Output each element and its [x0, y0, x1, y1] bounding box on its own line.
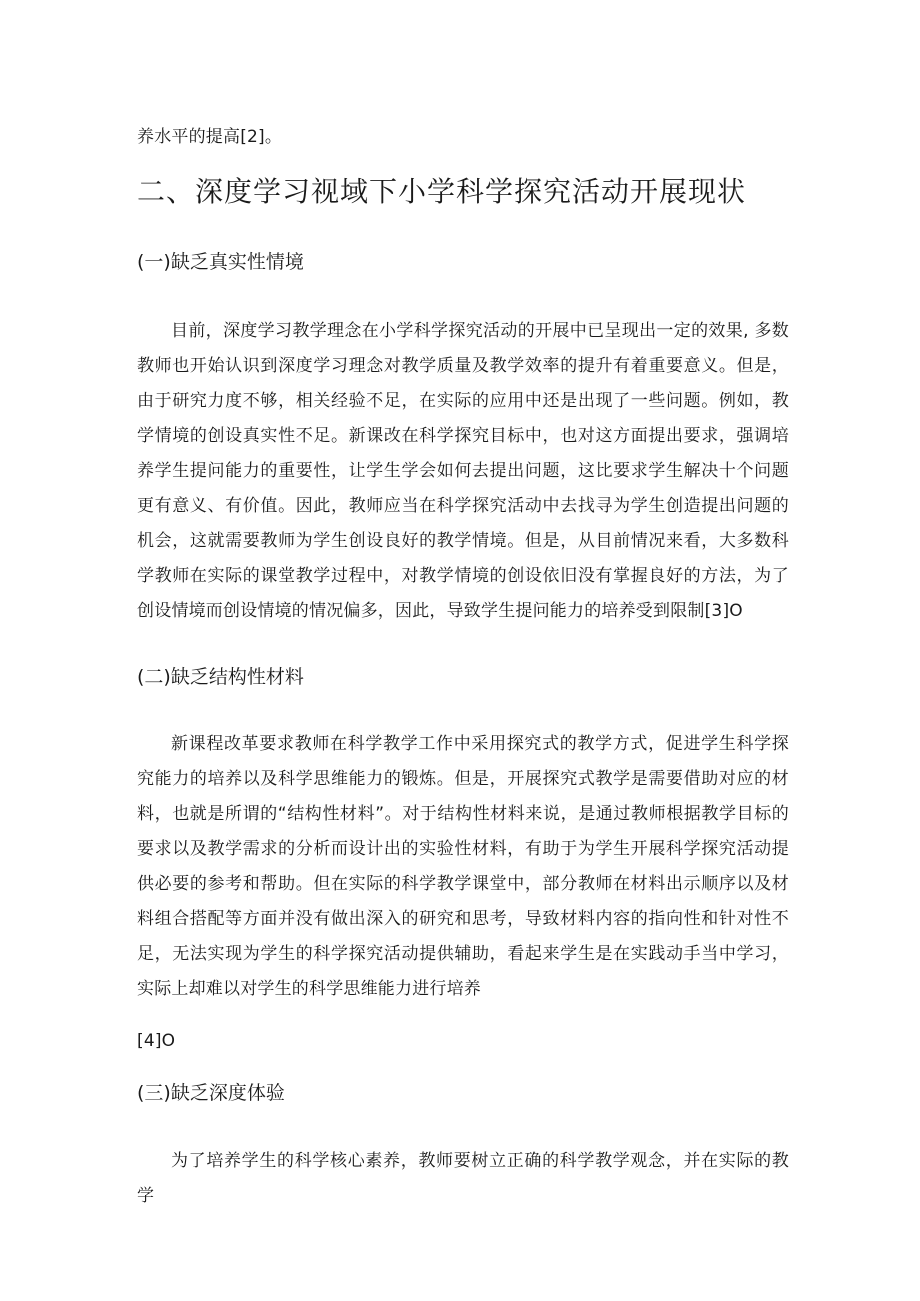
leadin-text: 养水平的提高[2]。	[137, 127, 283, 147]
section-title: 二、深度学习视域下小学科学探究活动开展现状	[137, 175, 747, 208]
subsection-title-2: (二)缺乏结构性材料	[137, 666, 304, 688]
subsection-title-1: (一)缺乏真实性情境	[137, 251, 304, 273]
subsection-title-3: (三)缺乏深度体验	[137, 1082, 285, 1104]
paragraph-1: 目前，深度学习教学理念在小学科学探究活动的开展中已呈现出一定的效果, 多数教师也开始认识到深度学习理念对教学质量及教学效率的提升有着重要意义。但是，由于研究力度不够，相关经验不足，在实际的应用中还是出现了一些问题。例如，教学情境的创设真实性不足。新课改在科学探究目标中，也对这方面提出要求，强调培养学生提问能力的重要性，让学生学会如何去提出问题，这比要求学生解决十个问题更有意义、有价值。因此，教师应当在科学探究活动中去找寻为学生创造提出问题的机会，这就需要教师为学生创设良好的教学情境。但是，从目前情况来看，大多数科学教师在实际的课堂教学过程中，对教学情境的创设依旧没有掌握良好的方法，为了创设情境而创设情境的情况偏多，因此，导致学生提问能力的培养受到限制[3]O	[137, 321, 789, 621]
citation-4: [4]O	[137, 1031, 176, 1051]
paragraph-3: 为了培养学生的科学核心素养，教师要树立正确的科学教学观念，并在实际的教学	[137, 1151, 789, 1206]
paragraph-2: 新课程改革要求教师在科学教学工作中采用探究式的教学方式，促进学生科学探究能力的培养以及科学思维能力的锻炼。但是，开展探究式教学是需要借助对应的材料，也就是所谓的“结构性材料”。对于结构性材料来说，是通过教师根据教学目标的要求以及教学需求的分析而设计出的实验性材料，有助于为学生开展科学探究活动提供必要的参考和帮助。但在实际的科学教学课堂中，部分教师在材料出示顺序以及材料组合搭配等方面并没有做出深入的研究和思考，导致材料内容的指向性和针对性不足，无法实现为学生的科学探究活动提供辅助，看起来学生是在实践动手当中学习，实际上却难以对学生的科学思维能力进行培养	[137, 734, 789, 999]
